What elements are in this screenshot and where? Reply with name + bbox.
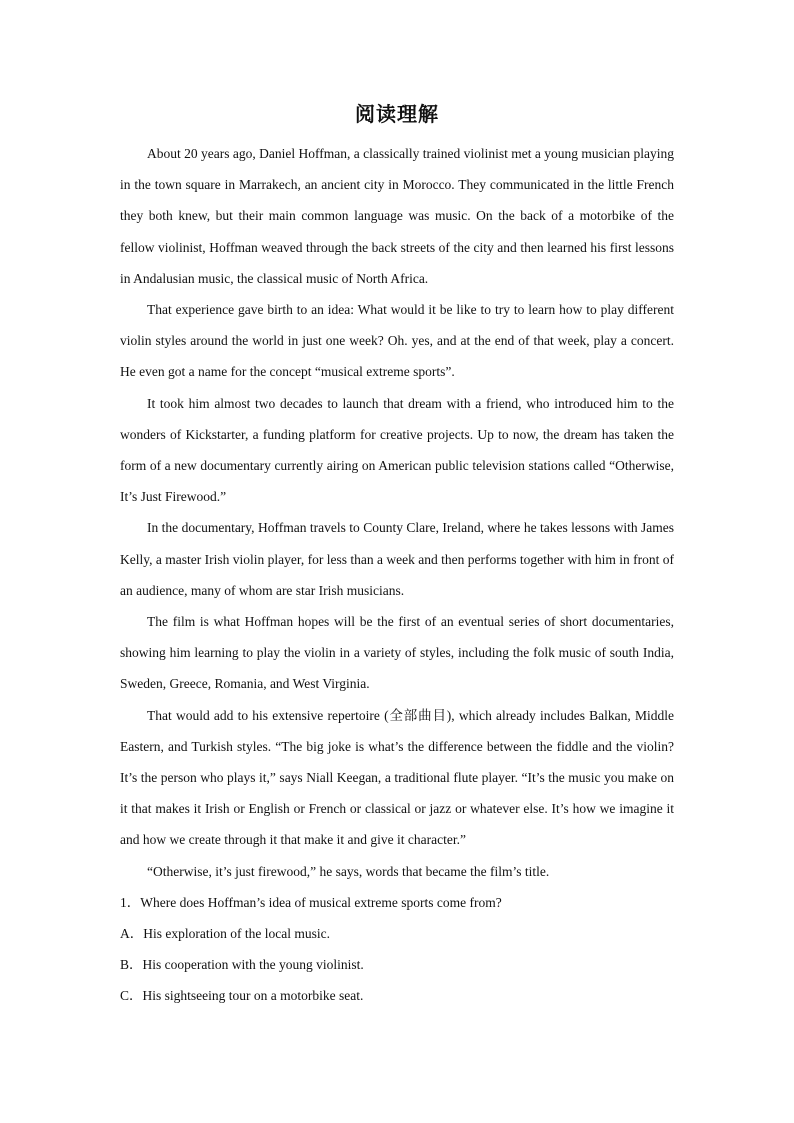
paragraph-3: It took him almost two decades to launch that dream with a friend, who introduced him to the wonders of Kickstarter, a funding platform for creative projects. Up to now, the dream has taken the form of a new documentary currently airing on American public television stations called “Otherwise, It’s Just Firewood.”: [120, 395, 674, 505]
paragraph-4: In the documentary, Hoffman travels to County Clare, Ireland, where he takes lessons with James Kelly, a master Irish violin player, for less than a week and then performs together with him in front of an audience, many of whom are star Irish musicians.: [120, 520, 674, 598]
page-title: 阅读理解: [355, 104, 439, 126]
paragraph-6: That would add to his extensive repertoire (全部曲目), which already includes Balkan, Middle Eastern, and Turkish styles. “The big joke is what’s the difference between the fiddle and the violin? It’s the person who plays it,” says Niall Keegan, a traditional flute player. “It’s the music you make on it that makes it Irish or English or French or classical or jazz or whatever else. It’s how we imagine it and how we create through it that make it and give it character.”: [120, 707, 674, 848]
document-content: [120, 100, 674, 1012]
question-1-option-a: A．His exploration of the local music.: [120, 926, 330, 942]
paragraph-7: “Otherwise, it’s just firewood,” he says, words that became the film’s title.: [147, 863, 550, 879]
paragraph-1: About 20 years ago, Daniel Hoffman, a classically trained violinist met a young musician playing in the town square in Marrakech, an ancient city in Morocco. They communicated in the little French they both knew, but their main common language was music. On the back of a motorbike of the fellow violinist, Hoffman weaved through the back streets of the city and then learned his first lessons in Andalusian music, the classical music of North Africa.: [120, 146, 674, 286]
question-1: 1．Where does Hoffman’s idea of musical extreme sports come from?: [120, 894, 502, 910]
paragraph-5: The film is what Hoffman hopes will be the first of an eventual series of short documentaries, showing him learning to play the violin in a variety of styles, including the folk music of south India, Sweden, Greece, Romania, and West Virginia.: [120, 614, 674, 692]
paragraph-2: That experience gave birth to an idea: What would it be like to try to learn how to play different violin styles around the world in just one week? Oh. yes, and at the end of that week, play a concert. He even got a name for the concept “musical extreme sports”.: [120, 302, 674, 380]
question-1-option-c: C．His sightseeing tour on a motorbike seat.: [120, 988, 364, 1004]
question-1-option-b: B．His cooperation with the young violinist.: [120, 957, 364, 973]
